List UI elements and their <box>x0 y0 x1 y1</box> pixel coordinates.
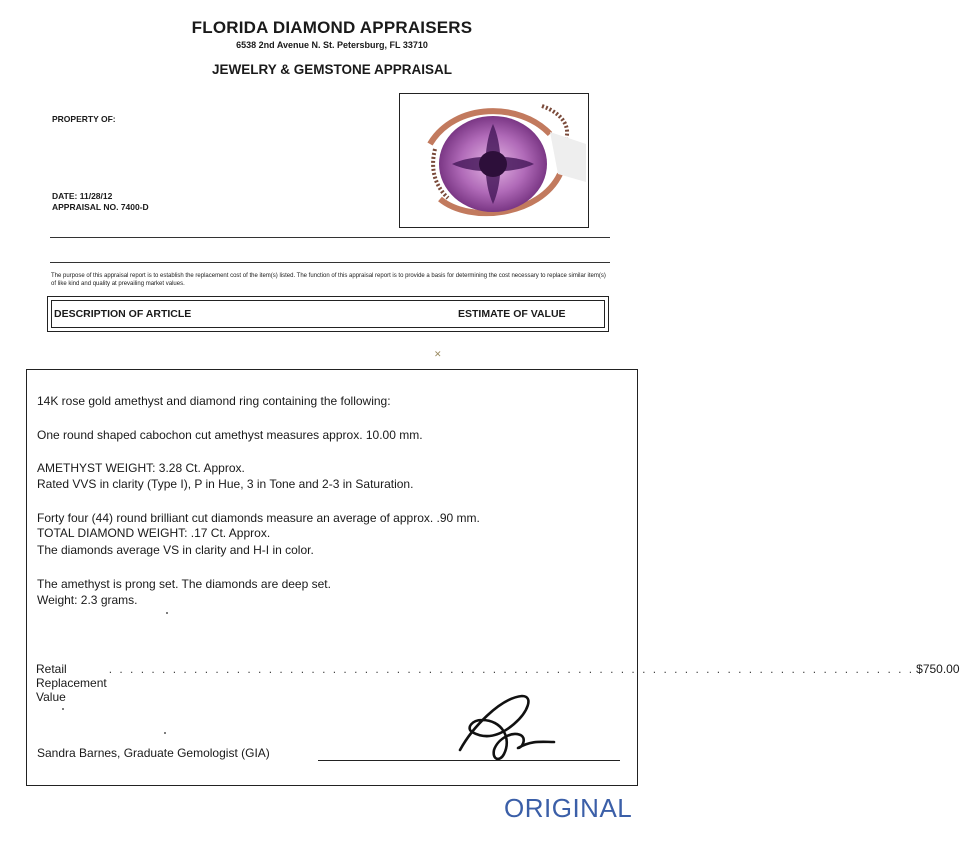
amethyst-description: One round shaped cabochon cut amethyst measures approx. 10.00 mm. <box>37 428 423 442</box>
property-of-label: PROPERTY OF: <box>52 114 116 124</box>
amethyst-weight: AMETHYST WEIGHT: 3.28 Ct. Approx. <box>37 461 245 475</box>
date-row <box>52 191 112 201</box>
setting-description: The amethyst is prong set. The diamonds are deep set. <box>37 577 331 591</box>
description-header: DESCRIPTION OF ARTICLE <box>54 308 192 320</box>
speck <box>164 732 166 734</box>
company-name: FLORIDA DIAMOND APPRAISERS <box>191 18 473 37</box>
appraisal-number-label: APPRAISAL NO. <box>52 202 119 212</box>
divider-line <box>50 262 610 263</box>
estimate-header: ESTIMATE OF VALUE <box>458 308 566 320</box>
dot-leader: . . . . . . . . . . . . . . . . . . . . . . . . . . . . . . . . . . . . . . . . . . . . . . . . . . . . . . . . . . . . . . . . . . . . . . . . . . . . <box>108 662 915 676</box>
document-title: JEWELRY & GEMSTONE APPRAISAL <box>211 62 453 77</box>
retail-value-amount: $750.00 <box>916 662 960 676</box>
ring-intro: 14K rose gold amethyst and diamond ring containing the following: <box>37 394 391 408</box>
company-address: 6538 2nd Avenue N. St. Petersburg, FL 33710 <box>236 40 428 50</box>
retail-value-label: Retail Replacement Value <box>36 662 107 704</box>
appraiser-name: Sandra Barnes, Graduate Gemologist (GIA) <box>37 746 270 760</box>
speck <box>62 708 64 710</box>
ring-image <box>400 94 588 227</box>
diamond-description: Forty four (44) round brilliant cut diamonds measure an average of approx. .90 mm. <box>37 511 480 525</box>
divider-line <box>50 237 610 238</box>
purpose-statement: The purpose of this appraisal report is to establish the replacement cost of the item(s) listed. The function of this appraisal report is to provide a basis for determining the cost necessary to replace similar item(s) of like kind and quality at prevailing market values. <box>51 273 606 287</box>
date-value: 11/28/12 <box>79 191 113 201</box>
ring-weight: Weight: 2.3 grams. <box>37 593 138 607</box>
amethyst-grade: Rated VVS in clarity (Type I), P in Hue, 3 in Tone and 2-3 in Saturation. <box>37 477 414 491</box>
signature-line <box>318 760 620 761</box>
ring-photo <box>399 93 589 228</box>
diamond-weight: TOTAL DIAMOND WEIGHT: .17 Ct. Approx. <box>37 526 271 540</box>
diamond-grade: The diamonds average VS in clarity and H-I in color. <box>37 543 314 557</box>
appraisal-number-value: 7400-D <box>120 202 149 212</box>
original-stamp: ORIGINAL <box>504 793 633 823</box>
stray-mark: ✕ <box>434 349 442 359</box>
date-label: DATE: <box>52 191 78 201</box>
speck <box>166 612 168 614</box>
appraisal-number-row <box>52 202 149 212</box>
